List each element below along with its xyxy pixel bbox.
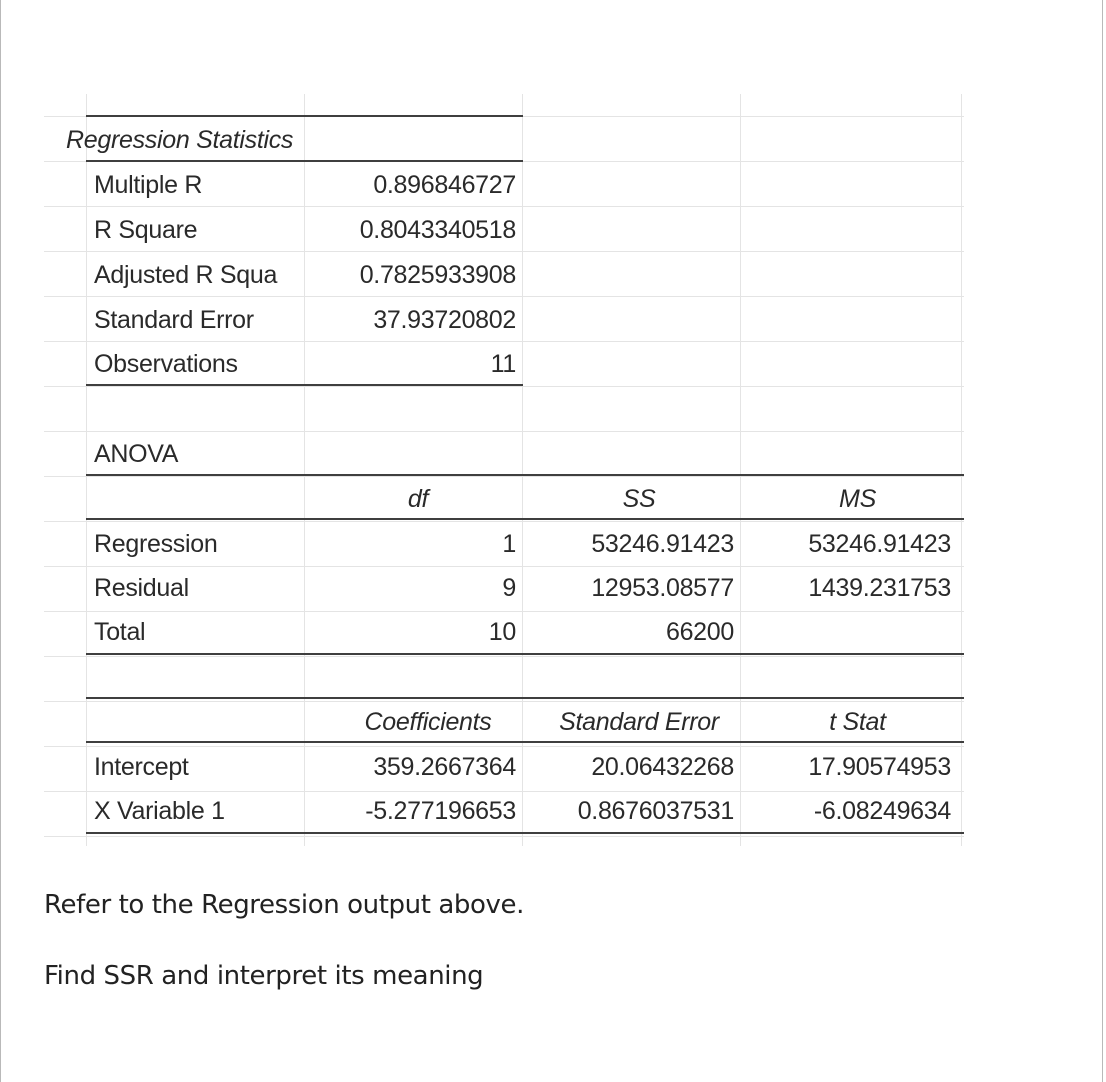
anova-df: 1 [502, 530, 516, 558]
coef-standard-error: 20.06432268 [591, 753, 734, 781]
anova-ss: 66200 [665, 618, 734, 646]
table-border [86, 697, 964, 699]
coef-header-standard-error: Standard Error [559, 708, 719, 736]
anova-row-label: Regression [94, 530, 218, 558]
anova-header-ms: MS [839, 485, 876, 513]
spreadsheet-image [44, 94, 964, 846]
coef-header-coefficients: Coefficients [364, 708, 492, 736]
stat-label: Multiple R [94, 171, 203, 199]
coef-t-stat: 17.90574953 [808, 753, 951, 781]
coef-value: -5.277196653 [365, 797, 516, 825]
anova-header-df: df [407, 485, 429, 513]
grid-row-line [44, 656, 964, 657]
anova-header-ss: SS [622, 485, 656, 513]
grid-row-line [44, 386, 964, 387]
coef-value: 359.2667364 [373, 753, 516, 781]
anova-ms: 1439.231753 [808, 574, 951, 602]
coef-row-label: Intercept [94, 753, 189, 781]
anova-df: 9 [502, 574, 516, 602]
anova-ss: 12953.08577 [591, 574, 734, 602]
coef-t-stat: -6.08249634 [813, 797, 951, 825]
stat-label: Standard Error [94, 306, 254, 334]
stat-value: 0.896846727 [373, 171, 516, 199]
stat-label: Adjusted R Squa [94, 261, 278, 289]
coef-standard-error: 0.8676037531 [577, 797, 734, 825]
stat-label: Observations [94, 350, 238, 378]
anova-df: 10 [488, 618, 516, 646]
stat-value: 37.93720802 [373, 306, 516, 334]
stat-value: 0.8043340518 [359, 216, 516, 244]
coef-row-label: X Variable 1 [94, 797, 225, 825]
anova-row-label: Residual [94, 574, 189, 602]
stat-value: 11 [490, 350, 516, 378]
stat-value: 0.7825933908 [359, 261, 516, 289]
anova-title: ANOVA [94, 440, 179, 468]
question-text-line2: Find SSR and interpret its meaning [44, 961, 484, 991]
question-text-line1: Refer to the Regression output above. [44, 890, 524, 920]
anova-ss: 53246.91423 [591, 530, 734, 558]
anova-row-label: Total [94, 618, 146, 646]
anova-ms [740, 610, 951, 654]
grid-row-line [44, 836, 964, 837]
anova-ms: 53246.91423 [808, 530, 951, 558]
stat-label: R Square [94, 216, 198, 244]
table-border [86, 115, 523, 117]
regression-statistics-header: Regression Statistics [66, 126, 294, 154]
coef-header-t-stat: t Stat [829, 708, 886, 736]
